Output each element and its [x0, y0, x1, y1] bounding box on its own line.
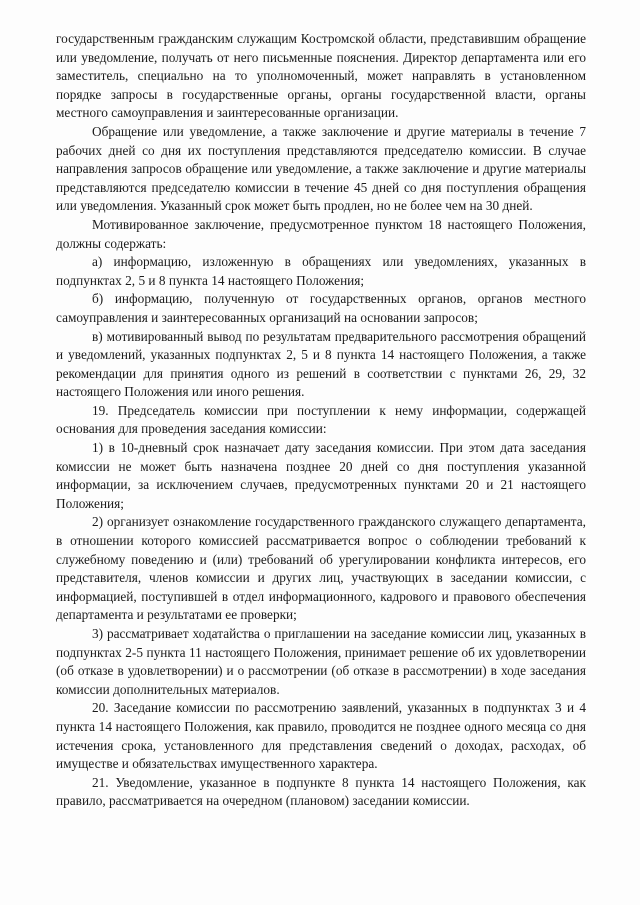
clause-21: 21. Уведомление, указанное в подпункте 8 пункта 14 настоящего Положения, как правило, рассматривается на очередном (плановом) заседании комиссии. — [56, 774, 586, 809]
clause-19-item-1: 1) в 10-дневный срок назначает дату заседания комиссии. При этом дата заседания комиссии не может быть назначена позднее 20 дней со дня поступления указанной информации, за исключением случаев, предусмотренных пунктами 20 и 21 настоящего Положения; — [56, 440, 586, 511]
list-item-b: б) информацию, полученную от государственных органов, органов местного самоуправления и заинтересованных организаций на основании запросов; — [56, 291, 586, 325]
clause-19: 19. Председатель комиссии при поступлении к нему информации, содержащей основания для проведения заседания комиссии: — [56, 402, 586, 437]
clause-20: 20. Заседание комиссии по рассмотрению заявлений, указанных в подпунктах 3 и 4 пункта 14 настоящего Положения, как правило, проводится не позднее одного месяца со дня истечения срока, установленного для представления сведений о доходах, расходах, об имуществе и обязательствах имущественного характера. — [56, 700, 586, 772]
clause-19-item-3: 3) рассматривает ходатайства о приглашении на заседание комиссии лиц, указанных в подпунктах 2-5 пункта 11 настоящего Положения, принимает решение об их удовлетворении (об отказе в удовлетворении) и о рассмотрении (об отказе в рассмотрении) в ходе заседания комиссии дополнительных материалов. — [56, 626, 586, 697]
list-item-c: в) мотивированный вывод по результатам предварительного рассмотрения обращений и уведомлений, указанных подпунктах 2, 5 и 8 пункта 14 настоящего Положения, а также рекомендации для принятия одного из решений в соответствии с пунктами 26, 29, 32 настоящего Положения или иного решения. — [56, 328, 586, 400]
paragraph-continuation: государственным гражданским служащим Костромской области, представившим обращение или уведомление, получать от него письменные пояснения. Директор департамента или его заместитель, специально на то уполномоченный, может направлять в установленном порядке запросы в государственные органы, органы государственной власти, органы местного самоуправления и заинтересованные организации. — [56, 31, 586, 121]
clause-19-item-2: 2) организует ознакомление государственного гражданского служащего департамента, в отношении которого комиссией рассматривается вопрос о соблюдении требований к служебному поведению и (или) требований об урегулировании конфликта интересов, его представителя, членов комиссии и других лиц, участвующих в заседании комиссии, с информацией, поступившей в отдел информационного, кадрового и правового обеспечения департамента и результатами ее проверки; — [56, 514, 586, 623]
list-item-a: а) информацию, изложенную в обращениях или уведомлениях, указанных в подпунктах 2, 5 и 8 пункта 14 настоящего Положения; — [56, 254, 586, 288]
paragraph-submission-deadlines: Обращение или уведомление, а также заключение и другие материалы в течение 7 рабочих дней со дня их поступления представляются председателю комиссии. В случае направления запросов обращение или уведомление, а также заключение и другие материалы представляются председателю комиссии в течение 45 дней со дня поступления обращения или уведомления. Указанный срок может быть продлен, но не более чем на 30 дней. — [56, 123, 586, 214]
document-body — [56, 30, 586, 811]
paragraph-reasoned-conclusion: Мотивированное заключение, предусмотренное пунктом 18 настоящего Положения, должны содержать: — [56, 216, 586, 251]
